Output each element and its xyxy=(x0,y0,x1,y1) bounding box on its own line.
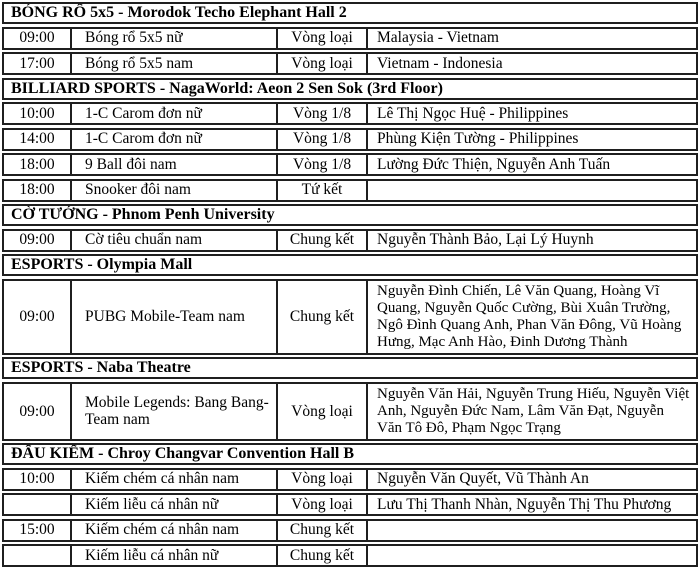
schedule-row xyxy=(2,153,698,176)
section-header: BILLIARD SPORTS - NagaWorld: Aeon 2 Sen Sok (3rd Floor) xyxy=(2,78,698,100)
time-cell: 18:00 xyxy=(4,181,72,200)
schedule-row xyxy=(2,128,698,151)
time-cell: 10:00 xyxy=(4,470,72,489)
time-cell: 09:00 xyxy=(4,281,72,353)
participants-cell: Lưu Thị Thanh Nhàn, Nguyễn Thị Thu Phương xyxy=(377,495,672,513)
participants-cell: Lường Đức Thiện, Nguyễn Anh Tuấn xyxy=(377,155,611,173)
time-cell: 09:00 xyxy=(4,29,72,48)
event-cell: Mobile Legends: Bang Bang-Team nam xyxy=(72,384,278,439)
event-cell: PUBG Mobile-Team nam xyxy=(72,281,278,353)
event-cell: Kiếm chém cá nhân nam xyxy=(72,470,278,489)
schedule-row xyxy=(2,102,698,125)
section-header: CỜ TƯỚNG - Phnom Penh University xyxy=(2,204,698,226)
round-cell: Vòng loại xyxy=(278,54,368,73)
participants-cell: Phùng Kiện Tường - Philippines xyxy=(377,130,579,147)
schedule-row xyxy=(2,468,698,491)
schedule-row xyxy=(2,229,698,252)
time-cell: 18:00 xyxy=(4,155,72,174)
schedule-row xyxy=(2,279,698,355)
section-header: ESPORTS - Naba Theatre xyxy=(2,357,698,379)
participants-cell: Nguyễn Văn Quyết, Vũ Thành An xyxy=(377,470,589,487)
event-cell: Cờ tiêu chuẩn nam xyxy=(72,231,278,250)
participants-cell: Nguyễn Văn Hải, Nguyễn Trung Hiếu, Nguyễn Việt Anh, Nguyễn Đức Nam, Lâm Văn Đạt, Nguyễn Văn Tô Đô, Phạm Ngọc Trạng xyxy=(377,385,690,436)
event-cell: Bóng rổ 5x5 nữ xyxy=(72,29,278,48)
time-cell: 15:00 xyxy=(4,521,72,540)
schedule-row xyxy=(2,544,698,567)
round-cell: Vòng 1/8 xyxy=(278,155,368,174)
event-cell: Kiếm liễu cá nhân nữ xyxy=(72,495,278,514)
time-cell: 09:00 xyxy=(4,384,72,439)
event-cell: 1-C Carom đơn nữ xyxy=(72,130,278,149)
event-cell: Bóng rổ 5x5 nam xyxy=(72,54,278,73)
round-cell: Chung kết xyxy=(278,521,368,540)
time-cell xyxy=(4,495,72,514)
round-cell: Vòng loại xyxy=(278,495,368,514)
event-cell: Kiếm liễu cá nhân nữ xyxy=(72,546,278,565)
round-cell: Vòng loại xyxy=(278,29,368,48)
round-cell: Vòng 1/8 xyxy=(278,104,368,123)
round-cell: Chung kết xyxy=(278,546,368,565)
event-cell: 1-C Carom đơn nữ xyxy=(72,104,278,123)
participants-cell xyxy=(368,546,696,565)
participants-cell: Nguyễn Đình Chiến, Lê Văn Quang, Hoàng Vĩ Quang, Nguyễn Quốc Cường, Bùi Xuân Trường, Ngô Đình Quang Anh, Phan Văn Đông, Vũ Hoàng Hưng, Mạc Anh Hào, Đinh Dương Thành xyxy=(377,282,682,350)
round-cell: Vòng 1/8 xyxy=(278,130,368,149)
round-cell: Chung kết xyxy=(278,231,368,250)
round-cell: Tứ kết xyxy=(278,181,368,200)
round-cell: Chung kết xyxy=(278,281,368,353)
schedule-row xyxy=(2,493,698,516)
schedule-row xyxy=(2,27,698,50)
time-cell: 10:00 xyxy=(4,104,72,123)
time-cell: 14:00 xyxy=(4,130,72,149)
section-header: ĐẤU KIẾM - Chroy Changvar Convention Hall B xyxy=(2,443,698,465)
participants-cell: Vietnam - Indonesia xyxy=(377,54,503,72)
time-cell xyxy=(4,546,72,565)
schedule-row xyxy=(2,52,698,75)
event-cell: 9 Ball đôi nam xyxy=(72,155,278,174)
schedule-row xyxy=(2,179,698,202)
time-cell: 17:00 xyxy=(4,54,72,73)
participants-cell xyxy=(368,181,696,200)
section-header: BÓNG RỔ 5x5 - Morodok Techo Elephant Hall 2 xyxy=(2,2,698,24)
participants-cell: Malaysia - Vietnam xyxy=(377,29,499,46)
time-cell: 09:00 xyxy=(4,231,72,250)
event-cell: Snooker đôi nam xyxy=(72,181,278,200)
section-header: ESPORTS - Olympia Mall xyxy=(2,254,698,276)
round-cell: Vòng loại xyxy=(278,470,368,489)
event-cell: Kiếm chém cá nhân nam xyxy=(72,521,278,540)
schedule-row xyxy=(2,382,698,441)
round-cell: Vòng loại xyxy=(278,384,368,439)
participants-cell xyxy=(368,521,696,540)
participants-cell: Nguyễn Thành Bảo, Lại Lý Huynh xyxy=(377,231,594,248)
schedule-row xyxy=(2,519,698,542)
participants-cell: Lê Thị Ngọc Huệ - Philippines xyxy=(377,104,569,122)
